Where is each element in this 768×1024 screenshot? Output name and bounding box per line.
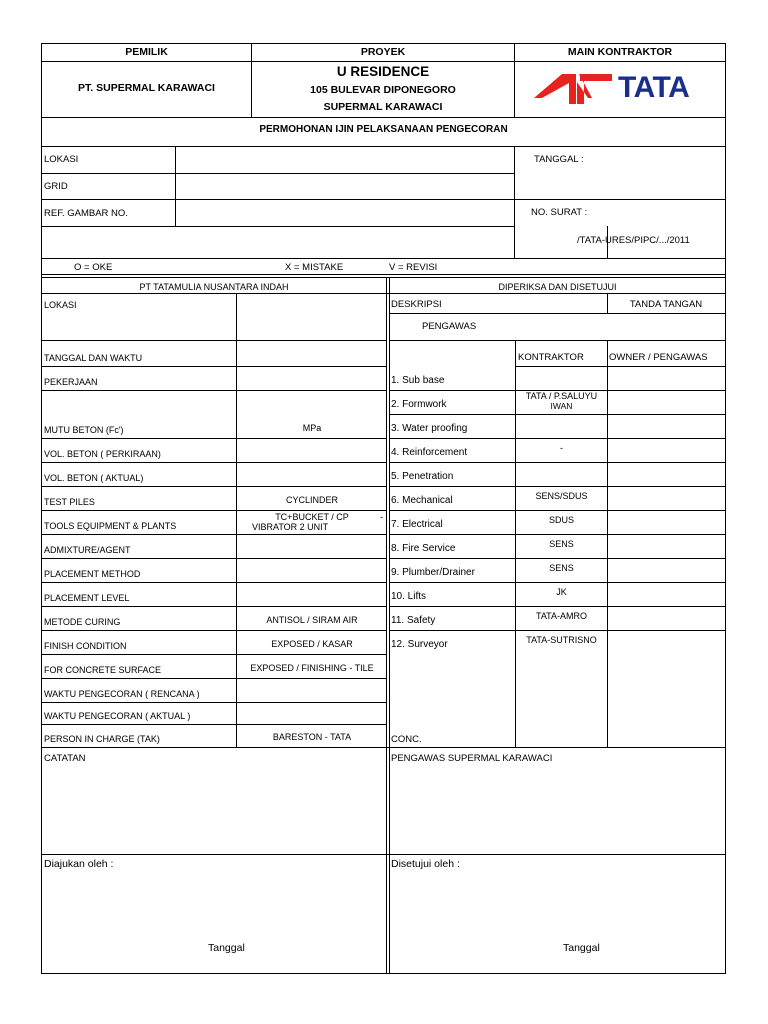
divider <box>42 277 725 278</box>
pengawas-supermal-label: PENGAWAS SUPERMAL KARAWACI <box>391 753 553 764</box>
check-item-kontraktor: TATA-AMRO <box>536 611 587 621</box>
divider <box>42 854 725 855</box>
divider <box>389 630 725 631</box>
left-section-header: PT TATAMULIA NUSANTARA INDAH <box>139 282 289 292</box>
left-row-label: PEKERJAAN <box>44 377 98 387</box>
left-row-value-line-2: VIBRATOR 2 UNIT <box>252 522 329 532</box>
right-section-header: DIPERIKSA DAN DISETUJUI <box>498 282 617 292</box>
lokasi-label: LOKASI <box>44 154 79 165</box>
tanggal-label: TANGGAL : <box>534 154 584 165</box>
divider <box>42 274 725 275</box>
divider <box>42 678 386 679</box>
divider <box>42 486 386 487</box>
divider <box>389 313 725 314</box>
check-item-label: 3. Water proofing <box>391 423 468 434</box>
divider <box>42 293 725 294</box>
left-row-label: PLACEMENT METHOD <box>44 569 141 579</box>
divider <box>42 366 386 367</box>
left-row-value: EXPOSED / KASAR <box>271 639 353 649</box>
left-row-label: TEST PILES <box>44 497 95 507</box>
divider <box>389 747 390 974</box>
divider <box>514 146 515 258</box>
divider <box>515 366 725 367</box>
divider <box>42 582 386 583</box>
proyek-label: PROYEK <box>360 46 406 58</box>
left-row-label: LOKASI <box>44 300 77 310</box>
divider <box>389 277 390 747</box>
divider <box>42 438 386 439</box>
deskripsi-label: DESKRIPSI <box>391 299 442 310</box>
check-item-kontraktor: JK <box>556 587 567 597</box>
check-item-label: 7. Electrical <box>391 519 443 530</box>
check-item-label: 9. Plumber/Drainer <box>391 567 475 578</box>
check-item-kontraktor: - <box>560 443 563 453</box>
check-item-label: 4. Reinforcement <box>391 447 468 458</box>
left-row-label: PLACEMENT LEVEL <box>44 593 130 603</box>
check-item-kontraktor: TATA / P.SALUYU <box>525 391 598 401</box>
left-row-value: BARESTON - TATA <box>272 732 352 742</box>
divider <box>389 340 725 341</box>
proyek-address-line-2: SUPERMAL KARAWACI <box>323 101 443 113</box>
divider <box>389 414 725 415</box>
kontraktor-label: MAIN KONTRAKTOR <box>567 46 673 58</box>
divider <box>42 226 514 227</box>
left-row-label: METODE CURING <box>44 617 121 627</box>
tanggal-left-label: Tanggal <box>208 942 245 954</box>
pemilik-value: PT. SUPERMAL KARAWACI <box>78 82 215 94</box>
divider <box>389 558 725 559</box>
left-row-value: MPa <box>302 423 322 433</box>
left-row-value: CYCLINDER <box>285 495 338 505</box>
divider <box>42 61 725 62</box>
pemilik-label: PEMILIK <box>125 46 168 58</box>
divider <box>389 510 725 511</box>
left-row-label: VOL. BETON ( AKTUAL) <box>44 473 144 483</box>
left-row-label: MUTU BETON (Fc') <box>44 425 124 435</box>
divider <box>42 199 725 200</box>
divider <box>42 630 386 631</box>
check-item-label: 12. Surveyor <box>391 639 448 650</box>
left-row-label: TOOLS EQUIPMENT & PLANTS <box>44 521 177 531</box>
divider <box>389 534 725 535</box>
divider <box>389 486 725 487</box>
divider <box>42 510 386 511</box>
catatan-label: CATATAN <box>44 753 86 764</box>
form-title: PERMOHONAN IJIN PELAKSANAAN PENGECORAN <box>259 124 508 135</box>
check-item-label: 10. Lifts <box>391 591 427 602</box>
tata-logo <box>532 68 712 108</box>
divider <box>607 293 608 313</box>
divider <box>607 340 608 747</box>
no-surat-value: /TATA-URES/PIPC/.../2011 <box>577 235 690 246</box>
pengawas-label: PENGAWAS <box>422 321 477 332</box>
divider <box>42 173 514 174</box>
tanggal-right-label: Tanggal <box>563 942 600 954</box>
divider <box>42 534 386 535</box>
left-row-label: VOL. BETON ( PERKIRAAN) <box>44 449 161 459</box>
legend-mistake: X = MISTAKE <box>285 262 344 273</box>
grid-label: GRID <box>44 181 68 192</box>
left-row-value: EXPOSED / FINISHING - TILE <box>250 663 374 673</box>
divider <box>42 390 386 391</box>
left-row-label: WAKTU PENGECORAN ( AKTUAL ) <box>44 711 191 721</box>
divider <box>386 277 387 747</box>
no-surat-label: NO. SURAT : <box>531 207 588 218</box>
ref-gambar-label: REF. GAMBAR NO. <box>44 208 128 219</box>
left-row-value: ANTISOL / SIRAM AIR <box>266 615 358 625</box>
legend-oke: O = OKE <box>74 262 113 273</box>
left-row-label: TANGGAL DAN WAKTU <box>44 353 143 363</box>
left-row-value-dash: - <box>380 512 383 522</box>
check-item-kontraktor: SENS <box>549 539 574 549</box>
permohonan-form <box>41 43 726 974</box>
conc-label: CONC. <box>391 734 422 745</box>
divider <box>42 462 386 463</box>
divider <box>389 606 725 607</box>
divider <box>389 438 725 439</box>
check-item-label: 5. Penetration <box>391 471 454 482</box>
check-item-label: 2. Formwork <box>391 399 447 410</box>
divider <box>389 462 725 463</box>
check-item-label: 1. Sub base <box>391 375 445 386</box>
left-row-value: TC+BUCKET / CP <box>275 512 349 522</box>
divider <box>42 654 386 655</box>
diajukan-label: Diajukan oleh : <box>44 858 114 870</box>
owner-column-label: OWNER / PENGAWAS <box>609 352 708 363</box>
left-row-label: PERSON IN CHARGE (TAK) <box>44 734 160 744</box>
tata-logo-text: TATA <box>618 71 690 104</box>
check-item-kontraktor: TATA-SUTRISNO <box>526 635 597 645</box>
divider <box>42 117 725 118</box>
check-item-kontraktor: SENS/SDUS <box>535 491 588 501</box>
check-item-label: 11. Safety <box>391 615 436 626</box>
divider <box>175 146 176 226</box>
tanda-tangan-label: TANDA TANGAN <box>629 299 703 310</box>
check-item-kontraktor: SDUS <box>548 515 574 525</box>
divider <box>386 747 387 974</box>
proyek-address-line-1: 105 BULEVAR DIPONEGORO <box>310 84 456 96</box>
proyek-title: U RESIDENCE <box>336 64 430 79</box>
disetujui-label: Disetujui oleh : <box>391 858 460 870</box>
check-item-kontraktor-line-2: IWAN <box>550 401 573 411</box>
left-row-label: FOR CONCRETE SURFACE <box>44 665 162 675</box>
divider <box>42 724 386 725</box>
divider <box>42 747 725 748</box>
legend-revisi: V = REVISI <box>389 262 438 273</box>
divider <box>42 146 725 147</box>
divider <box>42 606 386 607</box>
left-row-label: ADMIXTURE/AGENT <box>44 545 131 555</box>
divider <box>389 582 725 583</box>
left-row-label: FINISH CONDITION <box>44 641 127 651</box>
divider <box>42 258 725 259</box>
check-item-label: 6. Mechanical <box>391 495 453 506</box>
check-item-label: 8. Fire Service <box>391 543 456 554</box>
divider <box>42 340 386 341</box>
kontraktor-column-label: KONTRAKTOR <box>518 352 584 363</box>
divider <box>42 558 386 559</box>
left-row-label: WAKTU PENGECORAN ( RENCANA ) <box>44 689 200 699</box>
check-item-kontraktor: SENS <box>549 563 574 573</box>
divider <box>42 702 386 703</box>
